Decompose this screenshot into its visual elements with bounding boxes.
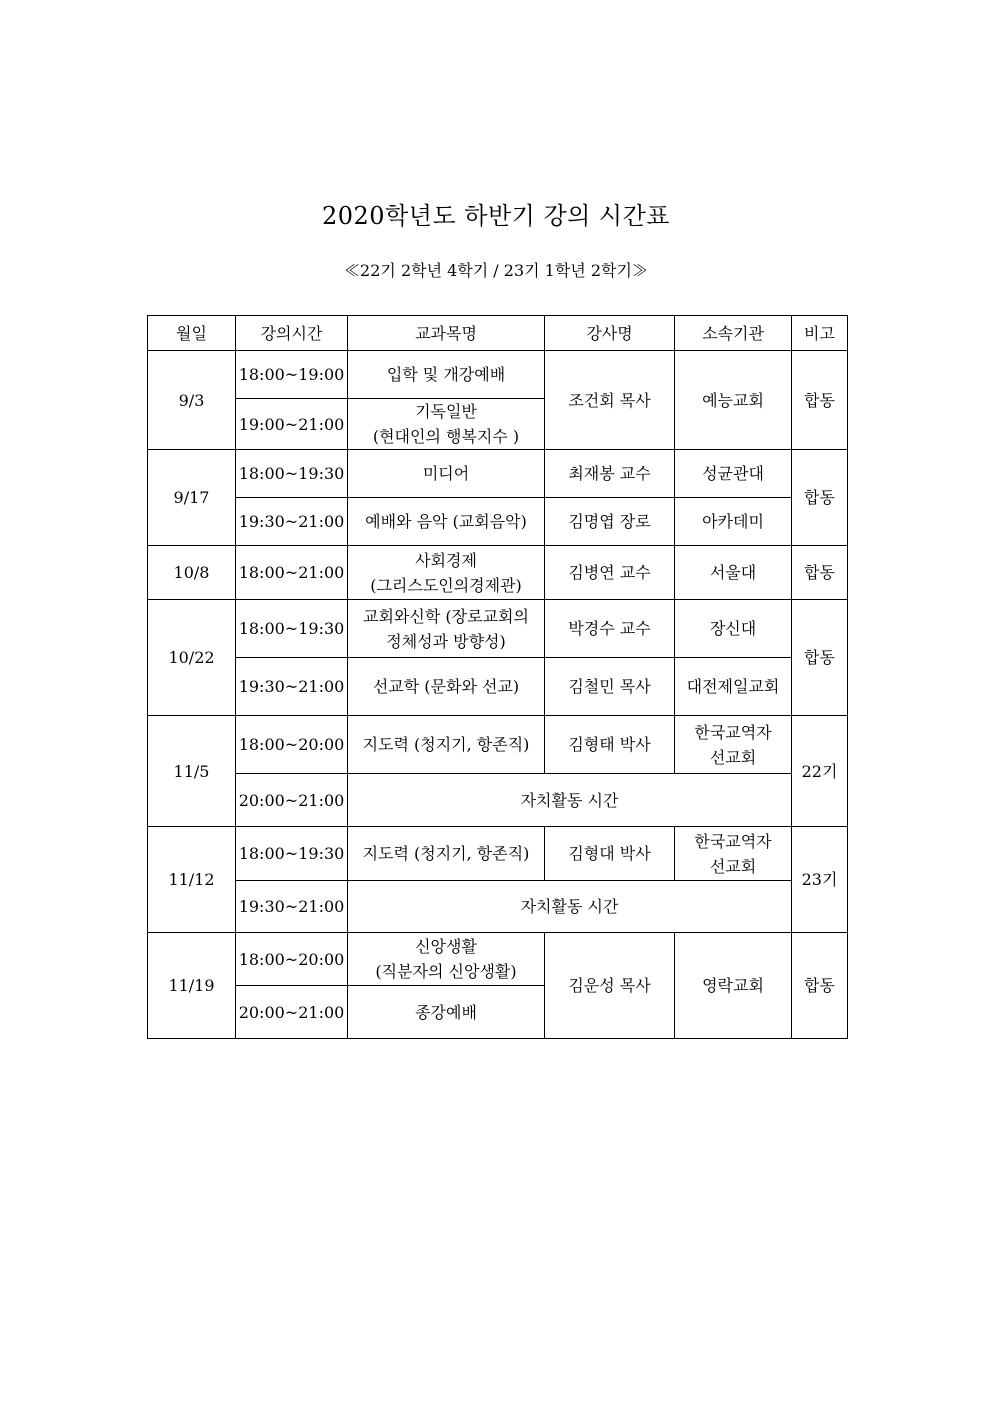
time-cell: 19:30~21:00 bbox=[236, 498, 348, 546]
merged-activity-cell: 자치활동 시간 bbox=[348, 881, 792, 933]
table-row bbox=[148, 658, 848, 716]
time-cell: 18:00~19:30 bbox=[236, 827, 348, 881]
lecturer-cell: 최재봉 교수 bbox=[545, 450, 675, 498]
document-title: 2020학년도 하반기 강의 시간표 bbox=[322, 202, 670, 230]
header-subject: 교과목명 bbox=[348, 316, 545, 351]
subject-line: 정체성과 방향성) bbox=[386, 631, 506, 651]
subject-cell bbox=[348, 546, 545, 600]
affiliation-cell bbox=[675, 716, 792, 774]
subject-line: 교회와신학 (장로교회의 bbox=[363, 606, 529, 626]
subject-line: 사회경제 bbox=[415, 550, 477, 570]
header-affiliation: 소속기관 bbox=[675, 316, 792, 351]
subject-cell bbox=[348, 351, 545, 399]
schedule-table bbox=[147, 315, 848, 1039]
subject-cell bbox=[348, 450, 545, 498]
date-cell: 11/12 bbox=[148, 827, 236, 933]
note-cell: 합동 bbox=[792, 933, 848, 1039]
time-cell: 18:00~20:00 bbox=[236, 716, 348, 774]
subject-line: 예배와 음악 (교회음악) bbox=[365, 512, 527, 531]
affiliation-line: 한국교역자 bbox=[694, 722, 772, 742]
affiliation-cell: 대전제일교회 bbox=[675, 658, 792, 716]
table-row bbox=[148, 774, 848, 827]
subject-line: 기독일반 bbox=[415, 402, 477, 421]
table-row bbox=[148, 881, 848, 933]
lecturer-cell: 김형대 박사 bbox=[545, 827, 675, 881]
lecturer-cell: 김형태 박사 bbox=[545, 716, 675, 774]
date-cell: 10/8 bbox=[148, 546, 236, 600]
subject-cell bbox=[348, 658, 545, 716]
document-subtitle: ≪22기 2학년 4학기 / 23기 1학년 2학기≫ bbox=[344, 261, 648, 280]
subject-cell bbox=[348, 399, 545, 450]
date-cell: 11/19 bbox=[148, 933, 236, 1039]
subject-line: (직분자의 신앙생활) bbox=[375, 962, 517, 981]
affiliation-cell: 아카데미 bbox=[675, 498, 792, 546]
note-cell: 23기 bbox=[792, 827, 848, 933]
time-cell: 20:00~21:00 bbox=[236, 986, 348, 1039]
affiliation-cell: 예능교회 bbox=[675, 351, 792, 450]
lecturer-cell: 김병연 교수 bbox=[545, 546, 675, 600]
subject-line: 입학 및 개강예배 bbox=[386, 365, 506, 384]
note-cell: 합동 bbox=[792, 450, 848, 546]
subject-cell bbox=[348, 498, 545, 546]
subject-line: 신앙생활 bbox=[415, 937, 477, 956]
note-cell: 합동 bbox=[792, 600, 848, 716]
time-cell: 18:00~19:30 bbox=[236, 450, 348, 498]
header-date: 월일 bbox=[148, 316, 236, 351]
merged-activity-cell: 자치활동 시간 bbox=[348, 774, 792, 827]
affiliation-cell: 장신대 bbox=[675, 600, 792, 658]
subject-line: 지도력 (청지기, 항존직) bbox=[362, 735, 530, 754]
header-lecturer: 강사명 bbox=[545, 316, 675, 351]
table-row bbox=[148, 450, 848, 498]
header-time: 강의시간 bbox=[236, 316, 348, 351]
subject-cell bbox=[348, 827, 545, 881]
subject-cell bbox=[348, 600, 545, 658]
subject-line: 미디어 bbox=[422, 464, 470, 483]
affiliation-cell: 성균관대 bbox=[675, 450, 792, 498]
date-cell: 9/17 bbox=[148, 450, 236, 546]
subject-line: 선교학 (문화와 선교) bbox=[372, 677, 520, 696]
time-cell: 18:00~21:00 bbox=[236, 546, 348, 600]
table-row bbox=[148, 351, 848, 399]
table-row bbox=[148, 498, 848, 546]
affiliation-cell: 영락교회 bbox=[675, 933, 792, 1039]
time-cell: 18:00~19:30 bbox=[236, 600, 348, 658]
note-cell: 22기 bbox=[792, 716, 848, 827]
table-row bbox=[148, 933, 848, 986]
header-note: 비고 bbox=[792, 316, 848, 351]
subject-line: (현대인의 행복지수 ) bbox=[372, 427, 520, 446]
table-row bbox=[148, 600, 848, 658]
subject-line: 지도력 (청지기, 항존직) bbox=[362, 844, 530, 863]
lecturer-cell: 김명엽 장로 bbox=[545, 498, 675, 546]
time-cell: 18:00~20:00 bbox=[236, 933, 348, 986]
subject-cell bbox=[348, 716, 545, 774]
time-cell: 19:30~21:00 bbox=[236, 881, 348, 933]
lecturer-cell: 조건회 목사 bbox=[545, 351, 675, 450]
note-cell: 합동 bbox=[792, 351, 848, 450]
table-row bbox=[148, 546, 848, 600]
subject-line: 종강예배 bbox=[415, 1002, 477, 1022]
time-cell: 18:00~19:00 bbox=[236, 351, 348, 399]
note-cell: 합동 bbox=[792, 546, 848, 600]
affiliation-line: 선교회 bbox=[709, 747, 757, 767]
lecturer-cell: 박경수 교수 bbox=[545, 600, 675, 658]
affiliation-cell: 서울대 bbox=[675, 546, 792, 600]
time-cell: 19:30~21:00 bbox=[236, 658, 348, 716]
table-row bbox=[148, 716, 848, 774]
table-header-row bbox=[148, 316, 848, 351]
subject-line: (그리스도인의경제관) bbox=[370, 575, 522, 595]
affiliation-line: 선교회 bbox=[709, 856, 757, 876]
subject-cell bbox=[348, 986, 545, 1039]
lecturer-cell: 김운성 목사 bbox=[545, 933, 675, 1039]
table-row bbox=[148, 827, 848, 881]
lecturer-cell: 김철민 목사 bbox=[545, 658, 675, 716]
affiliation-line: 한국교역자 bbox=[694, 831, 772, 851]
date-cell: 9/3 bbox=[148, 351, 236, 450]
date-cell: 11/5 bbox=[148, 716, 236, 827]
affiliation-cell bbox=[675, 827, 792, 881]
time-cell: 19:00~21:00 bbox=[236, 399, 348, 450]
date-cell: 10/22 bbox=[148, 600, 236, 716]
time-cell: 20:00~21:00 bbox=[236, 774, 348, 827]
subject-cell bbox=[348, 933, 545, 986]
